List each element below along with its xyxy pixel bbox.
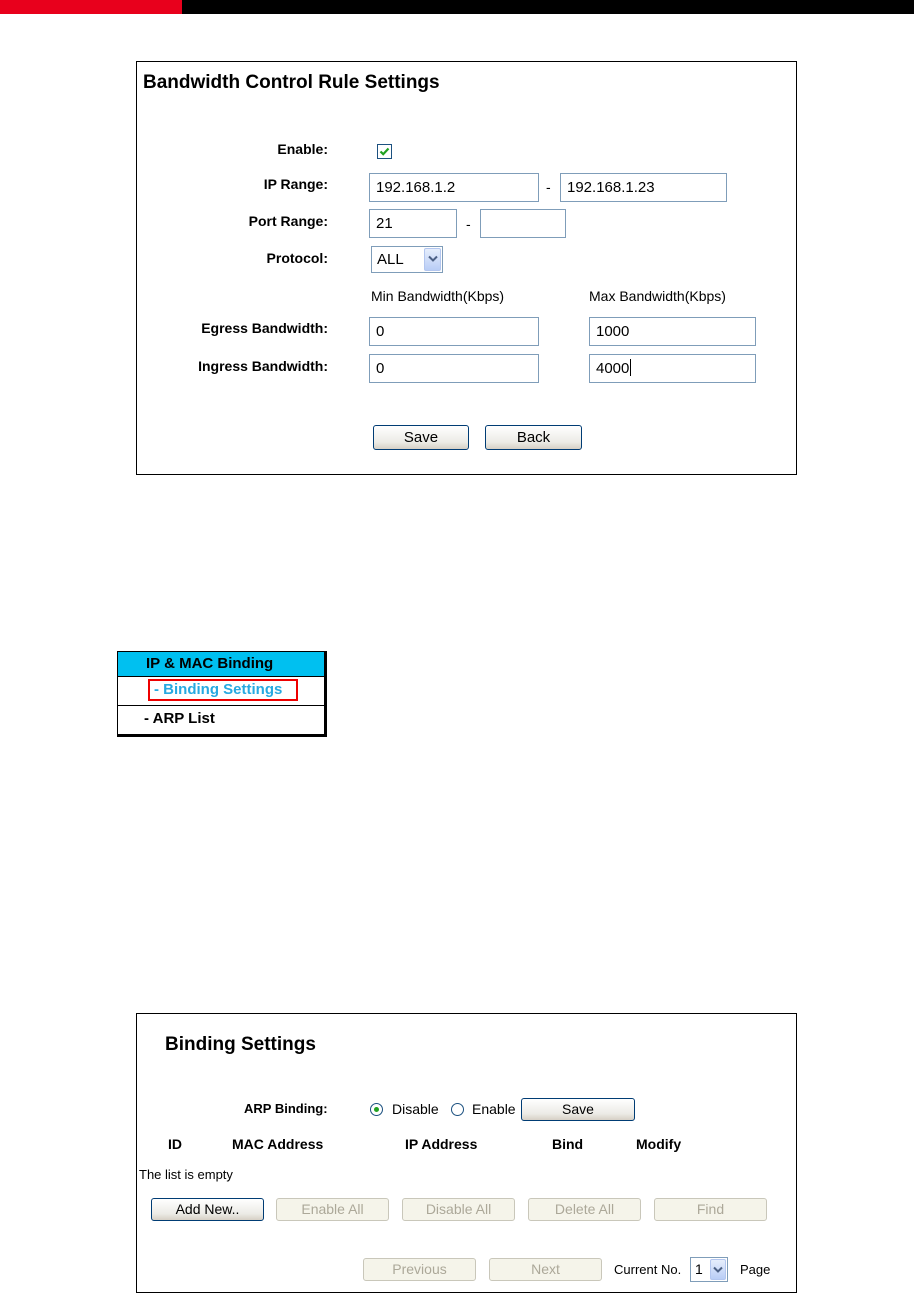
column-header-ip-address: IP Address	[405, 1136, 478, 1152]
arp-binding-label: ARP Binding:	[244, 1101, 328, 1116]
column-header-mac-address: MAC Address	[232, 1136, 324, 1152]
ingress-max-input[interactable]	[589, 354, 756, 383]
protocol-value: ALL	[377, 251, 404, 268]
enable-radio-label[interactable]: Enable	[472, 1101, 516, 1117]
binding-settings-title: Binding Settings	[165, 1034, 316, 1055]
chevron-down-icon[interactable]	[710, 1259, 726, 1280]
previous-button[interactable]: Previous	[363, 1258, 476, 1281]
chevron-down-icon[interactable]	[424, 248, 441, 271]
disable-radio-label[interactable]: Disable	[392, 1101, 439, 1117]
disable-all-button[interactable]: Disable All	[402, 1198, 515, 1221]
next-button[interactable]: Next	[489, 1258, 602, 1281]
check-icon	[379, 146, 390, 157]
ip-range-separator: -	[546, 179, 551, 195]
find-button[interactable]: Find	[654, 1198, 767, 1221]
enable-checkbox[interactable]	[377, 144, 392, 159]
enable-label: Enable:	[277, 141, 328, 157]
min-bandwidth-header: Min Bandwidth(Kbps)	[371, 288, 505, 304]
menu-item-label: - ARP List	[144, 710, 215, 727]
ingress-max-value: 4000	[596, 360, 630, 377]
radio-selected-dot	[374, 1107, 379, 1112]
protocol-label: Protocol:	[266, 250, 328, 266]
top-brand-bar	[0, 0, 914, 14]
column-header-bind: Bind	[552, 1136, 584, 1152]
menu-header[interactable]	[118, 652, 324, 677]
arp-save-button[interactable]: Save	[521, 1098, 635, 1121]
port-range-label: Port Range:	[248, 213, 328, 229]
ingress-min-input[interactable]: 0	[369, 354, 539, 383]
enable-all-button[interactable]: Enable All	[276, 1198, 389, 1221]
ip-mac-binding-menu	[117, 651, 327, 737]
disable-radio[interactable]	[370, 1103, 383, 1116]
egress-bandwidth-label: Egress Bandwidth:	[201, 320, 328, 336]
current-no-label: Current No.	[614, 1262, 682, 1277]
highlight-box	[148, 679, 298, 701]
port-range-start-input[interactable]: 21	[369, 209, 457, 238]
add-new-button[interactable]: Add New..	[151, 1198, 264, 1221]
ingress-bandwidth-label: Ingress Bandwidth:	[198, 358, 328, 374]
ip-range-end-input[interactable]: 192.168.1.23	[560, 173, 727, 202]
ip-range-label: IP Range:	[263, 176, 328, 192]
column-header-id: ID	[168, 1136, 182, 1152]
max-bandwidth-header: Max Bandwidth(Kbps)	[589, 288, 726, 304]
current-page-select[interactable]	[690, 1257, 728, 1282]
enable-radio[interactable]	[451, 1103, 464, 1116]
egress-max-input[interactable]: 1000	[589, 317, 756, 346]
binding-settings-panel	[136, 1013, 797, 1293]
protocol-select[interactable]	[371, 246, 443, 273]
delete-all-button[interactable]: Delete All	[528, 1198, 641, 1221]
brand-red-strip	[0, 0, 182, 14]
empty-list-message: The list is empty	[139, 1167, 233, 1182]
column-header-modify: Modify	[636, 1136, 682, 1152]
back-button[interactable]: Back	[485, 425, 582, 450]
port-range-separator: -	[466, 216, 471, 232]
menu-item-arp-list[interactable]	[118, 706, 324, 734]
page-label: Page	[740, 1262, 771, 1277]
menu-item-label: - Binding Settings	[154, 681, 283, 698]
egress-min-input[interactable]: 0	[369, 317, 539, 346]
ip-range-start-input[interactable]: 192.168.1.2	[369, 173, 539, 202]
save-button[interactable]: Save	[373, 425, 469, 450]
port-range-end-input[interactable]	[480, 209, 566, 238]
text-caret	[630, 359, 631, 376]
menu-header-label: IP & MAC Binding	[146, 655, 274, 672]
menu-item-binding-settings[interactable]	[118, 677, 324, 706]
bandwidth-rule-panel	[136, 61, 797, 475]
current-page-value: 1	[695, 1261, 703, 1277]
page-title: Bandwidth Control Rule Settings	[143, 72, 440, 93]
